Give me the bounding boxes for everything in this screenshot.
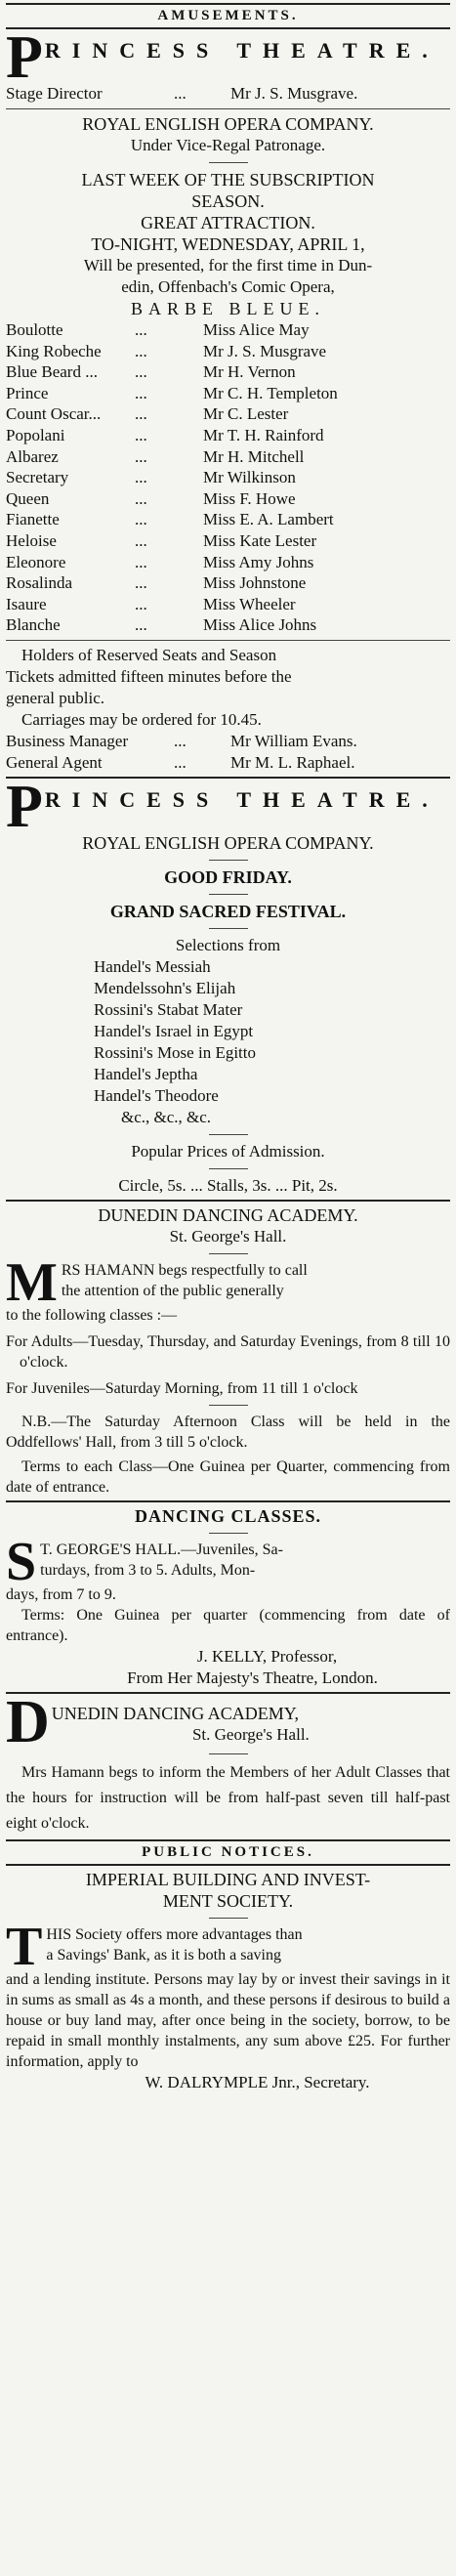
cast-actor: Mr C. H. Templeton [203, 383, 338, 402]
leader-dots: ... [135, 383, 147, 402]
theatre-title: RINCESS THEATRE. [44, 786, 439, 812]
holders-line-1: Holders of Reserved Seats and Season [21, 645, 277, 664]
selection-item: Handel's Jeptha [94, 1064, 198, 1083]
cast-role: Eleonore [6, 552, 66, 571]
cast-role: King Robeche [6, 341, 102, 360]
leader-dots: ... [135, 362, 147, 382]
class-terms: Terms to each Class—One Guinea per Quarter, commencing from date of entrance. [6, 1457, 450, 1496]
cast-actor: Mr H. Mitchell [203, 446, 305, 466]
cast-role: Secretary [6, 468, 69, 487]
general-agent-name: Mr M. L. Raphael. [230, 752, 355, 772]
dropcap: P [6, 773, 43, 840]
company-name: ROYAL ENGLISH OPERA COMPANY. [82, 114, 374, 134]
society-text [46, 1924, 450, 1965]
academy-title: UNEDIN DANCING ACADEMY, [51, 1703, 299, 1723]
short-divider [209, 860, 248, 861]
cast-actor: Miss E. A. Lambert [203, 510, 334, 529]
cast-row [6, 509, 450, 530]
ad-title [6, 24, 450, 91]
leader-dots: ... [135, 341, 147, 360]
dropcap: M [6, 1251, 58, 1313]
intro-line-2: the attention of the public generally [61, 1282, 284, 1299]
leader-dots: ... [174, 752, 187, 772]
last-week-line-1: LAST WEEK OF THE SUBSCRIPTION [81, 170, 375, 190]
cast-row [6, 319, 450, 341]
cast-row [6, 594, 450, 615]
dropcap: S [6, 1531, 37, 1592]
cast-role: Fianette [6, 510, 60, 529]
intro-line-3: to the following classes :— [6, 1306, 178, 1324]
intro-paragraph [6, 1251, 450, 1313]
top-rule [6, 3, 450, 5]
cast-role: Isaure [6, 594, 47, 613]
leader-dots: ... [135, 468, 147, 487]
section-header: AMUSEMENTS. [157, 8, 299, 23]
ad-separator [6, 777, 450, 779]
carriages-note: Carriages may be ordered for 10.45. [21, 709, 262, 729]
cast-actor: Miss Alice Johns [203, 615, 317, 635]
business-manager-line [6, 731, 450, 752]
leader-dots: ... [135, 573, 147, 593]
leader-dots: ... [174, 731, 187, 750]
cast-row [6, 488, 450, 510]
society-line-2: a Savings' Bank, as it is both a saving [46, 1946, 281, 1964]
short-divider [209, 1168, 248, 1169]
secretary-signature: W. DALRYMPLE Jnr., Secretary. [145, 2072, 370, 2091]
great-attraction: GREAT ATTRACTION. [141, 213, 315, 232]
patronage: Under Vice-Regal Patronage. [130, 136, 326, 154]
general-agent-line [6, 752, 450, 774]
short-divider [209, 1533, 248, 1534]
body-paragraph [6, 1531, 450, 1592]
ad-title [6, 1688, 450, 1755]
cast-actor: Mr T. H. Rainford [203, 425, 324, 444]
ad-title [6, 773, 450, 840]
society-body: and a lending institute. Persons may lay by or invest their savings in it in sums as small as 4s a month, and these persons if desirous to build a house or buy land may, after once being in the society, borrow, to be repaid in small monthly instalments, any sum above £25. For further information, apply to [6, 1970, 450, 2070]
cast-actor: Miss Kate Lester [203, 530, 317, 550]
prices-title: Popular Prices of Admission. [131, 1141, 325, 1161]
divider [6, 640, 450, 641]
cast-actor: Miss Wheeler [203, 594, 296, 613]
selection-item: Handel's Messiah [94, 956, 211, 976]
leader-dots: ... [135, 530, 147, 550]
dancing-classes-title: DANCING CLASSES. [134, 1505, 322, 1526]
cast-row [6, 530, 450, 552]
stage-director-label: Stage Director [6, 84, 103, 103]
leader-dots: ... [135, 615, 147, 635]
festival-title: GRAND SACRED FESTIVAL. [109, 901, 347, 921]
cast-actor: Mr Wilkinson [203, 468, 296, 487]
cast-role: Count Oscar... [6, 404, 102, 424]
business-manager-name: Mr William Evans. [230, 731, 357, 750]
selection-item: Rossini's Mose in Egitto [94, 1042, 256, 1062]
short-divider [209, 928, 248, 929]
selection-item: Handel's Israel in Egypt [94, 1021, 254, 1040]
academy-venue: St. George's Hall. [191, 1724, 310, 1744]
society-paragraph [6, 1916, 450, 1977]
leader-dots: ... [135, 510, 147, 529]
cast-row [6, 341, 450, 362]
opera-title: BARBE BLEUE. [130, 299, 325, 318]
cast-row [6, 446, 450, 468]
cast-role: Blue Beard ... [6, 362, 98, 382]
header-rule [6, 27, 450, 29]
academy-title: DUNEDIN DANCING ACADEMY. [98, 1204, 358, 1225]
cast-row [6, 361, 450, 383]
ad-academy-notice [6, 1688, 450, 1837]
prices: Circle, 5s. ... Stalls, 3s. ... Pit, 2s. [118, 1175, 338, 1195]
cast-role: Albarez [6, 446, 59, 466]
notice-body: Mrs Hamann begs to inform the Members of her Adult Classes that the hours for instruction will be from half-past seven till half-past eight o'clock. [6, 1763, 450, 1832]
cast-actor: Mr J. S. Musgrave [203, 341, 327, 360]
cast-role: Queen [6, 488, 50, 508]
cast-role: Popolani [6, 425, 65, 444]
affiliation: From Her Majesty's Theatre, London. [127, 1668, 378, 1687]
cast-role: Rosalinda [6, 573, 72, 593]
dropcap: T [6, 1916, 43, 1977]
divider [6, 108, 450, 109]
cast-role: Blanche [6, 615, 61, 635]
cast-role: Heloise [6, 530, 57, 550]
cast-actor: Miss Alice May [203, 320, 310, 339]
cast-role: Prince [6, 383, 49, 402]
society-title-2: MENT SOCIETY. [162, 1890, 294, 1911]
selections-heading: Selections from [175, 935, 281, 954]
presented-line-2: edin, Offenbach's Comic Opera, [121, 277, 335, 296]
stage-director-name: Mr J. S. Musgrave. [230, 84, 358, 103]
cast-row [6, 425, 450, 446]
short-divider [209, 1253, 248, 1254]
adults-class: For Adults—Tuesday, Thursday, and Saturday Evenings, from 8 till 10 o'clock. [6, 1332, 450, 1371]
leader-dots: ... [135, 488, 147, 508]
short-divider [209, 1918, 248, 1919]
ad-separator [6, 1500, 450, 1502]
good-friday: GOOD FRIDAY. [164, 866, 292, 887]
cast-actor: Mr C. Lester [203, 404, 289, 424]
signature: J. KELLY, Professor, [196, 1646, 338, 1666]
ad-dunedin-dancing-academy [6, 1204, 450, 1498]
leader-dots: ... [135, 320, 147, 339]
header-rule [6, 1864, 450, 1866]
last-week-line-2: SEASON. [191, 191, 265, 211]
ad-princess-theatre-good-friday [6, 773, 450, 1197]
leader-dots: ... [174, 84, 187, 103]
general-agent-label: General Agent [6, 752, 103, 772]
business-manager-label: Business Manager [6, 731, 129, 750]
short-divider [209, 1405, 248, 1406]
society-line-1: HIS Society offers more advantages than [46, 1925, 303, 1943]
leader-dots: ... [135, 594, 147, 613]
ad-dancing-classes [6, 1505, 450, 1689]
cast-actor: Miss F. Howe [203, 488, 296, 508]
short-divider [209, 1134, 248, 1135]
academy-venue: St. George's Hall. [169, 1226, 287, 1246]
holders-line-3: general public. [6, 688, 105, 707]
tonight-date: TO-NIGHT, WEDNESDAY, APRIL 1, [91, 234, 365, 254]
cast-row [6, 614, 450, 636]
intro-line-1: RS HAMANN begs respectfully to call [61, 1261, 308, 1279]
short-divider [209, 162, 248, 163]
public-notices-header: PUBLIC NOTICES. [142, 1843, 314, 1860]
selections-list [6, 956, 450, 1128]
ad-princess-theatre-barbe-bleue [6, 24, 450, 774]
cast-actor: Mr H. Vernon [203, 362, 296, 382]
ad-separator [6, 1200, 450, 1202]
leader-dots: ... [135, 425, 147, 444]
leader-dots: ... [135, 552, 147, 571]
juveniles-class: For Juveniles—Saturday Morning, from 11 till 1 o'clock [6, 1379, 358, 1397]
dropcap: D [6, 1688, 50, 1755]
cast-row [6, 552, 450, 573]
ad-title-text [52, 1697, 450, 1746]
newspaper-column [6, 3, 450, 2093]
intro-text [62, 1260, 450, 1301]
selection-item: &c., &c., &c. [121, 1107, 212, 1126]
short-divider [209, 1753, 248, 1754]
body-line-2: turdays, from 3 to 5. Adults, Mon- [40, 1561, 256, 1579]
cast-role: Boulotte [6, 320, 63, 339]
cast-row [6, 383, 450, 404]
cast-row [6, 467, 450, 488]
ad-separator [6, 1839, 450, 1841]
society-title-1: IMPERIAL BUILDING AND INVEST- [85, 1869, 371, 1889]
public-notices [6, 1844, 450, 2093]
leader-dots: ... [135, 446, 147, 466]
presented-line-1: Will be presented, for the first time in Dun- [83, 256, 373, 274]
cast-actor: Miss Amy Johns [203, 552, 314, 571]
ad-separator [6, 1692, 450, 1694]
cast-row [6, 403, 450, 425]
cast-actor: Miss Johnstone [203, 573, 307, 593]
body-line-3: days, from 7 to 9. [6, 1585, 116, 1603]
nb-note: N.B.—The Saturday Afternoon Class will be held in the Oddfellows' Hall, from 3 till 5 o'clock. [6, 1413, 450, 1451]
body-line-1: T. GEORGE'S HALL.—Juveniles, Sa- [40, 1541, 283, 1558]
cast-row [6, 572, 450, 594]
stage-director-line [6, 83, 450, 105]
company-name: ROYAL ENGLISH OPERA COMPANY. [82, 832, 374, 853]
dropcap: P [6, 24, 43, 91]
selection-item: Rossini's Stabat Mater [94, 999, 243, 1019]
body-text [40, 1540, 450, 1581]
selection-item: Handel's Theodore [94, 1085, 219, 1105]
holders-line-2: Tickets admitted fifteen minutes before the [6, 666, 292, 686]
terms: Terms: One Guinea per quarter (commencing from date of entrance). [6, 1606, 450, 1644]
leader-dots: ... [135, 404, 147, 424]
short-divider [209, 894, 248, 895]
selection-item: Mendelssohn's Elijah [94, 978, 236, 997]
theatre-title: RINCESS THEATRE. [44, 38, 439, 63]
cast-list [6, 319, 450, 636]
